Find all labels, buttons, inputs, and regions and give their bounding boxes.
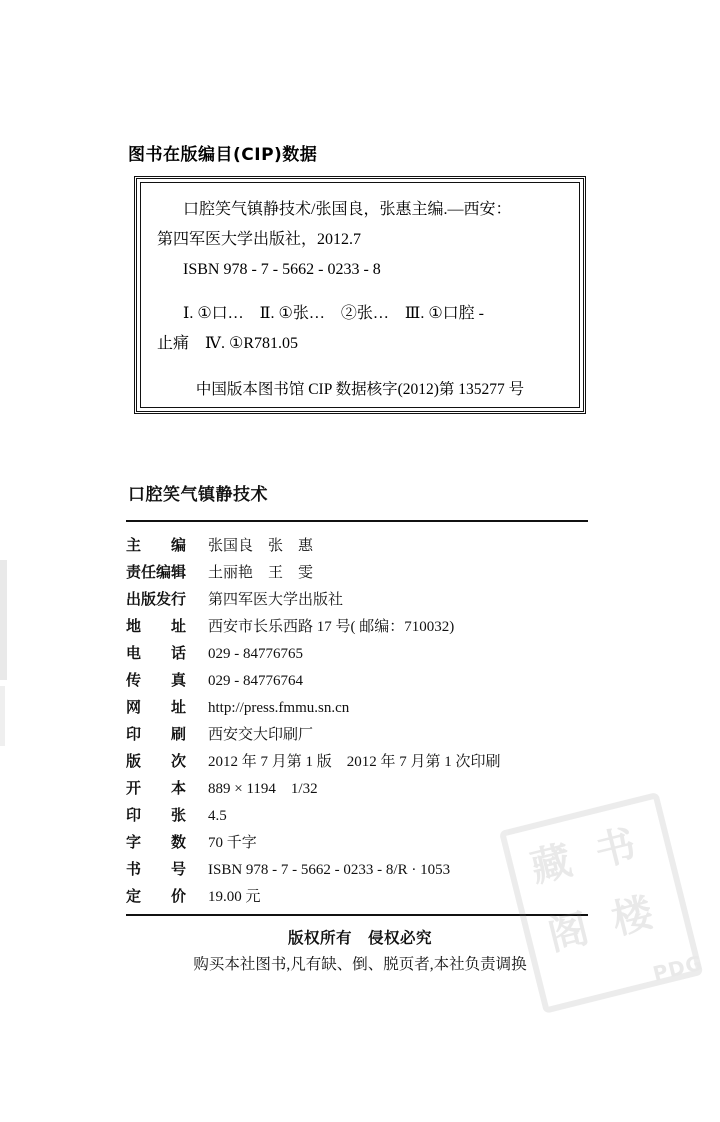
colophon-label: 定 价 bbox=[126, 887, 187, 905]
colophon-value: 土丽艳 王 雯 bbox=[208, 565, 314, 581]
table-row bbox=[126, 775, 596, 802]
page-title: 口腔笑气镇静技术 bbox=[128, 485, 268, 505]
divider-bottom bbox=[126, 914, 588, 916]
seal-char: 藏 bbox=[526, 837, 577, 892]
colophon-value: 889 × 1194 1/32 bbox=[208, 781, 318, 797]
colophon-table bbox=[126, 532, 596, 910]
table-row bbox=[126, 667, 596, 694]
scan-edge-artifact-lower bbox=[0, 686, 5, 746]
colophon-value: 西安市长乐西路 17 号( 邮编：710032) bbox=[208, 619, 455, 635]
colophon-label: 电 话 bbox=[126, 644, 187, 662]
colophon-label: 版 次 bbox=[126, 752, 187, 770]
table-row bbox=[126, 640, 596, 667]
colophon-label: 网 址 bbox=[126, 698, 187, 716]
colophon-label: 责任编辑 bbox=[126, 563, 187, 581]
table-row bbox=[126, 883, 596, 910]
colophon-label: 传 真 bbox=[126, 671, 187, 689]
table-row bbox=[126, 694, 596, 721]
cip-line-1: 口腔笑气镇静技术/张国良，张惠主编.—西安： bbox=[183, 201, 512, 218]
cip-classification-line-1: Ⅰ. ①口… Ⅱ. ①张… ②张… Ⅲ. ①口腔 - bbox=[183, 305, 484, 322]
copyright-notice: 版权所有 侵权必究 bbox=[287, 929, 432, 947]
colophon-label: 地 址 bbox=[126, 617, 187, 635]
colophon-label: 开 本 bbox=[126, 779, 187, 797]
cip-spacer bbox=[157, 285, 563, 299]
table-row bbox=[126, 856, 596, 883]
colophon-label: 印 张 bbox=[126, 806, 187, 824]
colophon-label: 主 编 bbox=[126, 536, 187, 554]
cip-record-number: 中国版本图书馆 CIP 数据核字(2012)第 135277 号 bbox=[195, 381, 525, 398]
exchange-notice: 购买本社图书,凡有缺、倒、脱页者,本社负责调换 bbox=[193, 956, 527, 973]
cip-data-box bbox=[134, 176, 586, 414]
table-row bbox=[126, 559, 596, 586]
table-row bbox=[126, 586, 596, 613]
table-row bbox=[126, 721, 596, 748]
colophon-value: 第四军医大学出版社 bbox=[208, 592, 344, 608]
watermark-label: PDG bbox=[650, 950, 706, 987]
colophon-value: 西安交大印刷厂 bbox=[208, 727, 314, 743]
colophon-value: 70 千字 bbox=[208, 835, 257, 851]
divider-top bbox=[126, 520, 588, 522]
colophon-value: ISBN 978 - 7 - 5662 - 0233 - 8/R · 1053 bbox=[208, 862, 451, 878]
table-row bbox=[126, 802, 596, 829]
table-row bbox=[126, 748, 596, 775]
cip-isbn-line: ISBN 978 - 7 - 5662 - 0233 - 8 bbox=[183, 261, 381, 278]
colophon-label: 出版发行 bbox=[126, 590, 187, 608]
colophon-value: 029 - 84776765 bbox=[208, 646, 303, 662]
cip-classification-line-2: 止痛 Ⅳ. ①R781.05 bbox=[157, 335, 299, 352]
scan-edge-artifact bbox=[0, 560, 7, 680]
colophon-label: 字 数 bbox=[126, 833, 187, 851]
colophon-value: 029 - 84776764 bbox=[208, 673, 303, 689]
seal-char: 阁 bbox=[543, 905, 594, 960]
colophon-value: 2012 年 7 月第 1 版 2012 年 7 月第 1 次印刷 bbox=[208, 754, 501, 770]
cip-heading: 图书在版编目(CIP)数据 bbox=[128, 145, 318, 165]
colophon-label: 印 刷 bbox=[126, 725, 187, 743]
colophon-label: 书 号 bbox=[126, 860, 187, 878]
table-row bbox=[126, 532, 596, 559]
table-row bbox=[126, 829, 596, 856]
colophon-value: 4.5 bbox=[208, 808, 227, 824]
colophon-value-price: 19.00 元 bbox=[208, 889, 261, 905]
cip-line-2: 第四军医大学出版社，2012.7 bbox=[157, 231, 362, 248]
seal-char: 楼 bbox=[607, 889, 658, 944]
seal-char: 书 bbox=[590, 821, 641, 876]
colophon-value-website: http://press.fmmu.sn.cn bbox=[208, 700, 350, 716]
table-row bbox=[126, 613, 596, 640]
colophon-value: 张国良 张 惠 bbox=[208, 538, 314, 554]
